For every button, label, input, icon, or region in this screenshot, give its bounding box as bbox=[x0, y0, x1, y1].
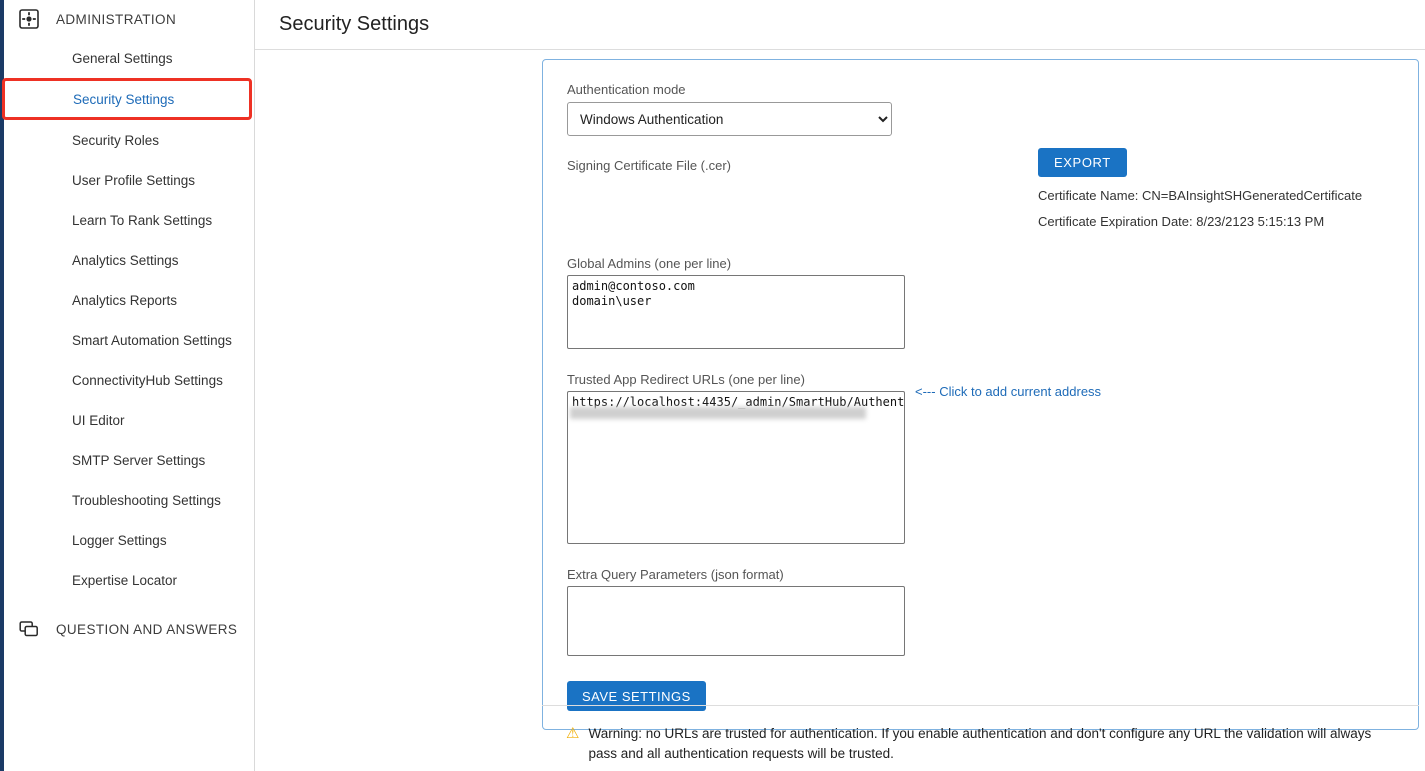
sidebar-section-question-and-answers[interactable] bbox=[0, 610, 254, 648]
sidebar-item-label: SMTP Server Settings bbox=[72, 452, 206, 468]
admin-gear-icon bbox=[18, 8, 40, 30]
save-settings-button[interactable]: SAVE SETTINGS bbox=[567, 681, 706, 711]
sidebar-item-expertise-locator[interactable] bbox=[0, 560, 254, 600]
sidebar-item-label: Smart Automation Settings bbox=[72, 332, 232, 348]
sidebar-item-connectivityhub-settings[interactable] bbox=[0, 360, 254, 400]
extra-query-parameters-label: Extra Query Parameters (json format) bbox=[567, 567, 784, 582]
sidebar-item-label: General Settings bbox=[72, 50, 173, 66]
trusted-urls-label: Trusted App Redirect URLs (one per line) bbox=[567, 372, 805, 387]
sidebar-item-security-settings[interactable] bbox=[2, 78, 252, 120]
sidebar-item-general-settings[interactable] bbox=[0, 38, 254, 78]
page-header bbox=[255, 0, 1425, 50]
sidebar-item-label: Troubleshooting Settings bbox=[72, 492, 221, 508]
main-content bbox=[255, 0, 1425, 771]
sidebar-section-administration bbox=[0, 0, 254, 38]
sidebar-item-learn-to-rank-settings[interactable] bbox=[0, 200, 254, 240]
sidebar-item-ui-editor[interactable] bbox=[0, 400, 254, 440]
extra-query-parameters-textarea[interactable] bbox=[567, 586, 905, 656]
sidebar-item-logger-settings[interactable] bbox=[0, 520, 254, 560]
global-admins-label: Global Admins (one per line) bbox=[567, 256, 732, 271]
warning-banner bbox=[542, 705, 1419, 771]
redacted-url-overlay bbox=[570, 407, 866, 419]
sidebar-section-label: ADMINISTRATION bbox=[56, 11, 177, 27]
export-button[interactable]: EXPORT bbox=[1038, 148, 1127, 177]
authentication-mode-select[interactable] bbox=[567, 102, 892, 136]
certificate-name: Certificate Name: CN=BAInsightSHGeneratedCertificate bbox=[1038, 188, 1363, 203]
sidebar-item-smart-automation-settings[interactable] bbox=[0, 320, 254, 360]
sidebar-item-user-profile-settings[interactable] bbox=[0, 160, 254, 200]
sidebar-item-label: Security Settings bbox=[73, 91, 175, 107]
signing-certificate-group bbox=[567, 155, 1394, 238]
warning-text: Warning: no URLs are trusted for authentication. If you enable authentication and don't configure any URL the validation will always pass and all authentication requests will be trusted. bbox=[588, 726, 1372, 761]
chat-question-icon bbox=[18, 618, 40, 640]
warning-triangle-icon: ⚠ bbox=[566, 725, 580, 742]
sidebar-item-label: Logger Settings bbox=[72, 532, 167, 548]
authentication-mode-label: Authentication mode bbox=[567, 82, 686, 97]
sidebar-item-label: Analytics Settings bbox=[72, 252, 179, 268]
page-title: Security Settings bbox=[279, 13, 430, 35]
sidebar-item-analytics-reports[interactable] bbox=[0, 280, 254, 320]
content-area bbox=[255, 50, 1425, 771]
authentication-mode-group bbox=[567, 82, 1394, 136]
sidebar-item-label: Analytics Reports bbox=[72, 292, 178, 308]
signing-certificate-label: Signing Certificate File (.cer) bbox=[567, 158, 731, 173]
sidebar-item-analytics-settings[interactable] bbox=[0, 240, 254, 280]
sidebar-item-smtp-server-settings[interactable] bbox=[0, 440, 254, 480]
sidebar-item-troubleshooting-settings[interactable] bbox=[0, 480, 254, 520]
sidebar-item-label: ConnectivityHub Settings bbox=[72, 372, 223, 388]
add-current-address-link[interactable]: <--- Click to add current address bbox=[915, 384, 1102, 399]
sidebar-item-label: Expertise Locator bbox=[72, 572, 178, 588]
sidebar-item-label: Learn To Rank Settings bbox=[72, 212, 213, 228]
sidebar-item-security-roles[interactable] bbox=[0, 120, 254, 160]
security-settings-panel bbox=[542, 59, 1419, 730]
trusted-urls-group bbox=[567, 372, 1394, 549]
global-admins-textarea[interactable] bbox=[567, 275, 905, 349]
sidebar-item-label: UI Editor bbox=[72, 412, 125, 428]
sidebar bbox=[0, 0, 255, 771]
sidebar-item-label: User Profile Settings bbox=[72, 172, 196, 188]
extra-query-parameters-group bbox=[567, 567, 1394, 661]
sidebar-item-label: Security Roles bbox=[72, 132, 160, 148]
sidebar-section-label: QUESTION AND ANSWERS bbox=[56, 621, 238, 637]
certificate-export-block bbox=[1038, 148, 1425, 229]
global-admins-group bbox=[567, 256, 1394, 354]
certificate-expiration-date: Certificate Expiration Date: 8/23/2123 5:15:13 PM bbox=[1038, 214, 1325, 229]
